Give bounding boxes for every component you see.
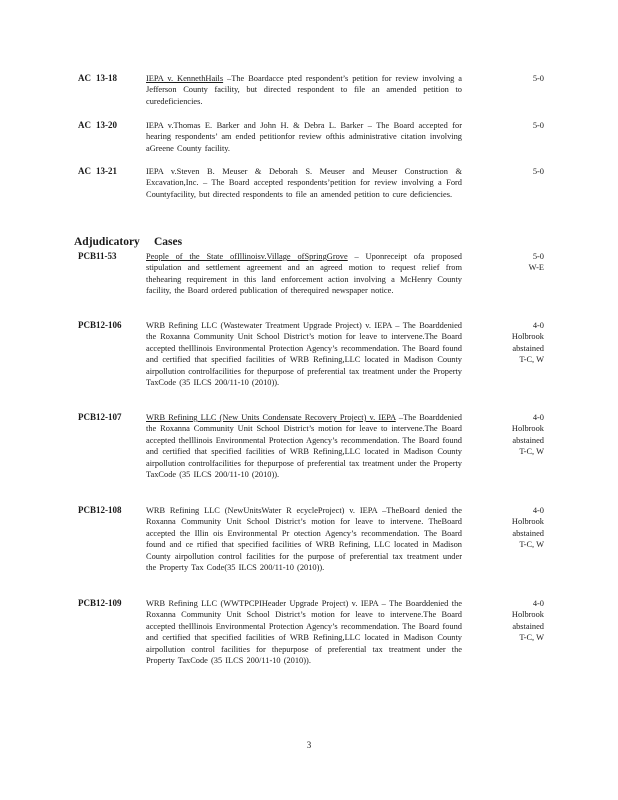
case-text: IEPA v.Thomas E. Barker and John H. & Debra L. Barker – The Board accepted for hearing respondents’ am ended petitionfor review ofthis administrative citation involving aGreene County facility. [146,121,462,153]
section-heading-right: Cases [154,236,183,248]
case-type: AC [78,166,91,176]
case-number: 12-109 [96,598,122,608]
case-text: WRB Refining LLC (WWTPCPIHeader Upgrade Project) v. IEPA – The Boarddenied the Roxanna Community Unit School District’s motion for leave to intervene.The Board accepted theIllinois Environmental Protection Agency’s recommendation. The Board found and certified that specified facilities of WRB Refining,LLC located in Madison County airpollution control facilities for thepurpose of preferential tax treatment under the Property TaxCode (35 ILCS 200/11-10 (2010)). [146,599,462,666]
vote: 4-0 Holbrook abstained T-C, W [511,321,544,365]
case-caption: People of the State ofIllinoisv.Village ofSpringGrove [146,252,348,261]
case-summary [146,505,462,573]
vote: 4-0 Holbrook abstained T-C, W [511,599,544,643]
case-summary [146,120,462,154]
case-type: PCB [78,412,96,422]
case-number: 13-20 [96,120,117,130]
case-number: 11-53 [96,251,117,261]
case-type: PCB [78,251,96,261]
vote: 4-0 Holbrook abstained T-C, W [511,413,544,457]
section-heading [74,236,183,248]
section-heading-left: Adjudicatory [74,236,140,248]
case-caption: WRB Refining LLC (New Units Condensate Recovery Project) v. IEPA [146,413,396,422]
case-text: WRB Refining LLC (Wastewater Treatment Upgrade Project) v. IEPA – The Boarddenied the Roxanna Community Unit School District’s motion for leave to intervene.The Board accepted theIllinois Environmental Protection Agency’s recommendation. The Board found and certified that specified facilities of WRB Refining,LLC located in Madison County airpollution controlfacilities for thepurpose of preferential tax treatment under the Property TaxCode (35 ILCS 200/11-10 (2010)). [146,321,462,388]
case-summary [146,73,462,107]
case-text: –The Boarddenied the Roxanna Community Unit School District’s motion for leave to intervene.The Board accepted theIllinois Environmental Protection Agency’s recommendation. The Board found and certified that specified facilities of WRB Refining,LLC located in Madison County airpollution controlfacilities for thepurpose of preferential tax treatment under the Property TaxCode (35 ILCS 200/11-10 (2010)). [146,413,462,480]
page-number: 3 [306,740,312,750]
case-text: IEPA v.Steven B. Meuser & Deborah S. Meuser and Meuser Construction & Excavation,Inc. – The Board accepted respondents’petition for review involving a Ford Countyfacility, but directed respondents to file an amended petition to cure deficiencies. [146,167,462,199]
case-text: – Uponreceipt ofa proposed stipulation and settlement agreement and an agreed motion to request relief from thehearing requirement in this land enforcement action involving a McHenry County facility, the Board ordered publication of therequired newspaper notice. [146,252,462,296]
case-number: 13-18 [96,73,117,83]
case-summary [146,251,462,297]
case-type: PCB [78,320,96,330]
case-number: 12-108 [96,505,122,515]
vote: 4-0 Holbrook abstained T-C, W [511,506,544,550]
case-summary [146,412,462,480]
vote: 5-0 [532,121,544,130]
case-caption: IEPA v. KennethHails [146,74,224,83]
vote: 5-0 [532,74,544,83]
case-type: PCB [78,505,96,515]
case-number: 12-107 [96,412,122,422]
case-summary [146,598,462,666]
case-type: AC [78,73,91,83]
case-summary [146,320,462,388]
case-number: 13-21 [96,166,117,176]
vote: 5-0 [532,167,544,176]
case-text: –The Boardacce pted respondent’s petition for review involving a Jefferson County facility, but directed respondent to file an amended petition to curedeficiencies. [146,74,462,106]
case-type: AC [78,120,91,130]
case-summary [146,166,462,200]
case-type: PCB [78,598,96,608]
case-number: 12-106 [96,320,122,330]
vote: 5-0 W-E [528,252,544,273]
case-text: WRB Refining LLC (NewUnitsWater R ecycleProject) v. IEPA –TheBoard denied the Roxanna Community Unit School District’s motion for leave to intervene. TheBoard accepted the Illin ois Environmental Pr otection Agency’s recommendation. The Board found and ce rtified that specified facilities of WRB Refining, LLC located in Madison County airpollution control facilities for the purpose of preferential tax treatment under the Property Tax Code(35 ILCS 200/11-10 (2010)). [146,506,462,573]
